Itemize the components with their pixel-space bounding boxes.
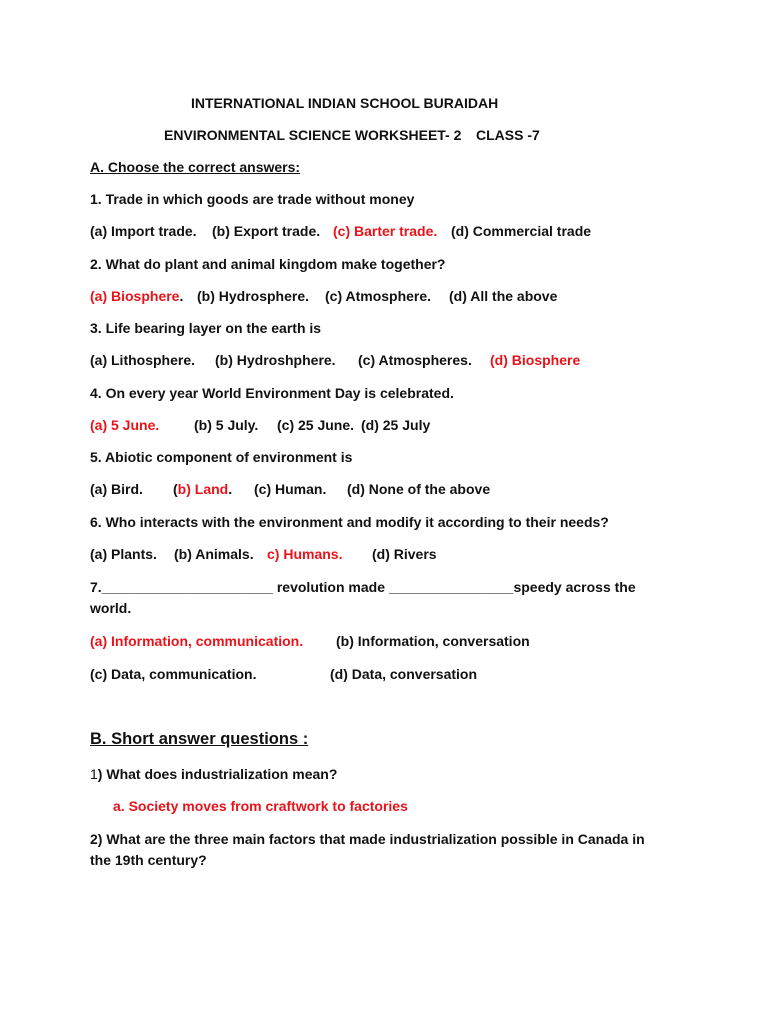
short-question-2-line-1: 2) What are the three main factors that made industrialization possible in Canada in — [90, 831, 645, 847]
q3-option-b: (b) Hydroshphere. — [215, 352, 336, 368]
q1-option-b: (b) Export trade. — [212, 223, 321, 239]
short-question-2-line-2: the 19th century? — [90, 852, 207, 868]
q1-option-d: (d) Commercial trade — [451, 223, 592, 239]
q5-option-c: (c) Human. — [254, 481, 327, 497]
q5-option-b-answer — [173, 480, 232, 498]
question-7-line-1: 7.______________________ revolution made ________________speedy across the — [90, 579, 636, 595]
question-1: 1. Trade in which goods are trade without money — [90, 191, 415, 207]
q4-option-c: (c) 25 June. — [277, 417, 355, 433]
q3-option-d-answer: (d) Biosphere — [490, 352, 581, 368]
q6-option-d: (d) Rivers — [372, 546, 437, 562]
q4-option-b: (b) 5 July. — [194, 417, 259, 433]
section-a-heading: A. Choose the correct answers: — [90, 159, 301, 175]
q5-answer-dot: . — [228, 481, 233, 497]
q7-option-b: (b) Information, conversation — [336, 633, 530, 649]
short-question-1-text: ) What does industrialization mean? — [97, 766, 338, 782]
q1-option-c-answer: (c) Barter trade. — [333, 223, 438, 239]
q7-option-d: (d) Data, conversation — [330, 666, 478, 682]
q2-option-c: (c) Atmosphere. — [325, 288, 432, 304]
question-2: 2. What do plant and animal kingdom make together? — [90, 256, 446, 272]
q3-option-c: (c) Atmospheres. — [358, 352, 472, 368]
question-7-line-2: world. — [90, 600, 132, 616]
q1-option-a: (a) Import trade. — [90, 223, 197, 239]
q4-option-d: (d) 25 July — [361, 417, 431, 433]
short-answer-1: a. Society moves from craftwork to factories — [113, 798, 408, 814]
short-question-1-number: 1 — [90, 766, 98, 782]
q6-option-b: (b) Animals. — [174, 546, 254, 562]
class-label: CLASS -7 — [476, 127, 540, 143]
worksheet-title: ENVIRONMENTAL SCIENCE WORKSHEET- 2 — [164, 127, 462, 143]
school-name: INTERNATIONAL INDIAN SCHOOL BURAIDAH — [191, 95, 499, 111]
question-6: 6. Who interacts with the environment and modify it according to their needs? — [90, 514, 609, 530]
q3-option-a: (a) Lithosphere. — [90, 352, 196, 368]
short-question-1 — [90, 765, 337, 783]
q7-option-a-answer: (a) Information, communication. — [90, 633, 304, 649]
q4-option-a-answer: (a) 5 June. — [90, 417, 160, 433]
q5-answer-text: b) Land — [177, 481, 229, 497]
q6-option-a: (a) Plants. — [90, 546, 157, 562]
q2-answer-text: (a) Biosphere — [90, 288, 180, 304]
q5-option-d: (d) None of the above — [347, 481, 491, 497]
q7-option-c: (c) Data, communication. — [90, 666, 257, 682]
q2-option-a-answer — [90, 287, 183, 305]
question-5: 5. Abiotic component of environment is — [90, 449, 353, 465]
q2-option-b: (b) Hydrosphere. — [197, 288, 310, 304]
q5-option-a: (a) Bird. — [90, 481, 143, 497]
q2-option-d: (d) All the above — [449, 288, 558, 304]
question-3: 3. Life bearing layer on the earth is — [90, 320, 322, 336]
section-b-heading: B. Short answer questions : — [90, 730, 309, 748]
question-4: 4. On every year World Environment Day is celebrated. — [90, 385, 454, 401]
q6-option-c-answer: c) Humans. — [267, 546, 343, 562]
q2-answer-dot: . — [179, 288, 184, 304]
q5-answer-open-paren: ( — [173, 481, 178, 497]
